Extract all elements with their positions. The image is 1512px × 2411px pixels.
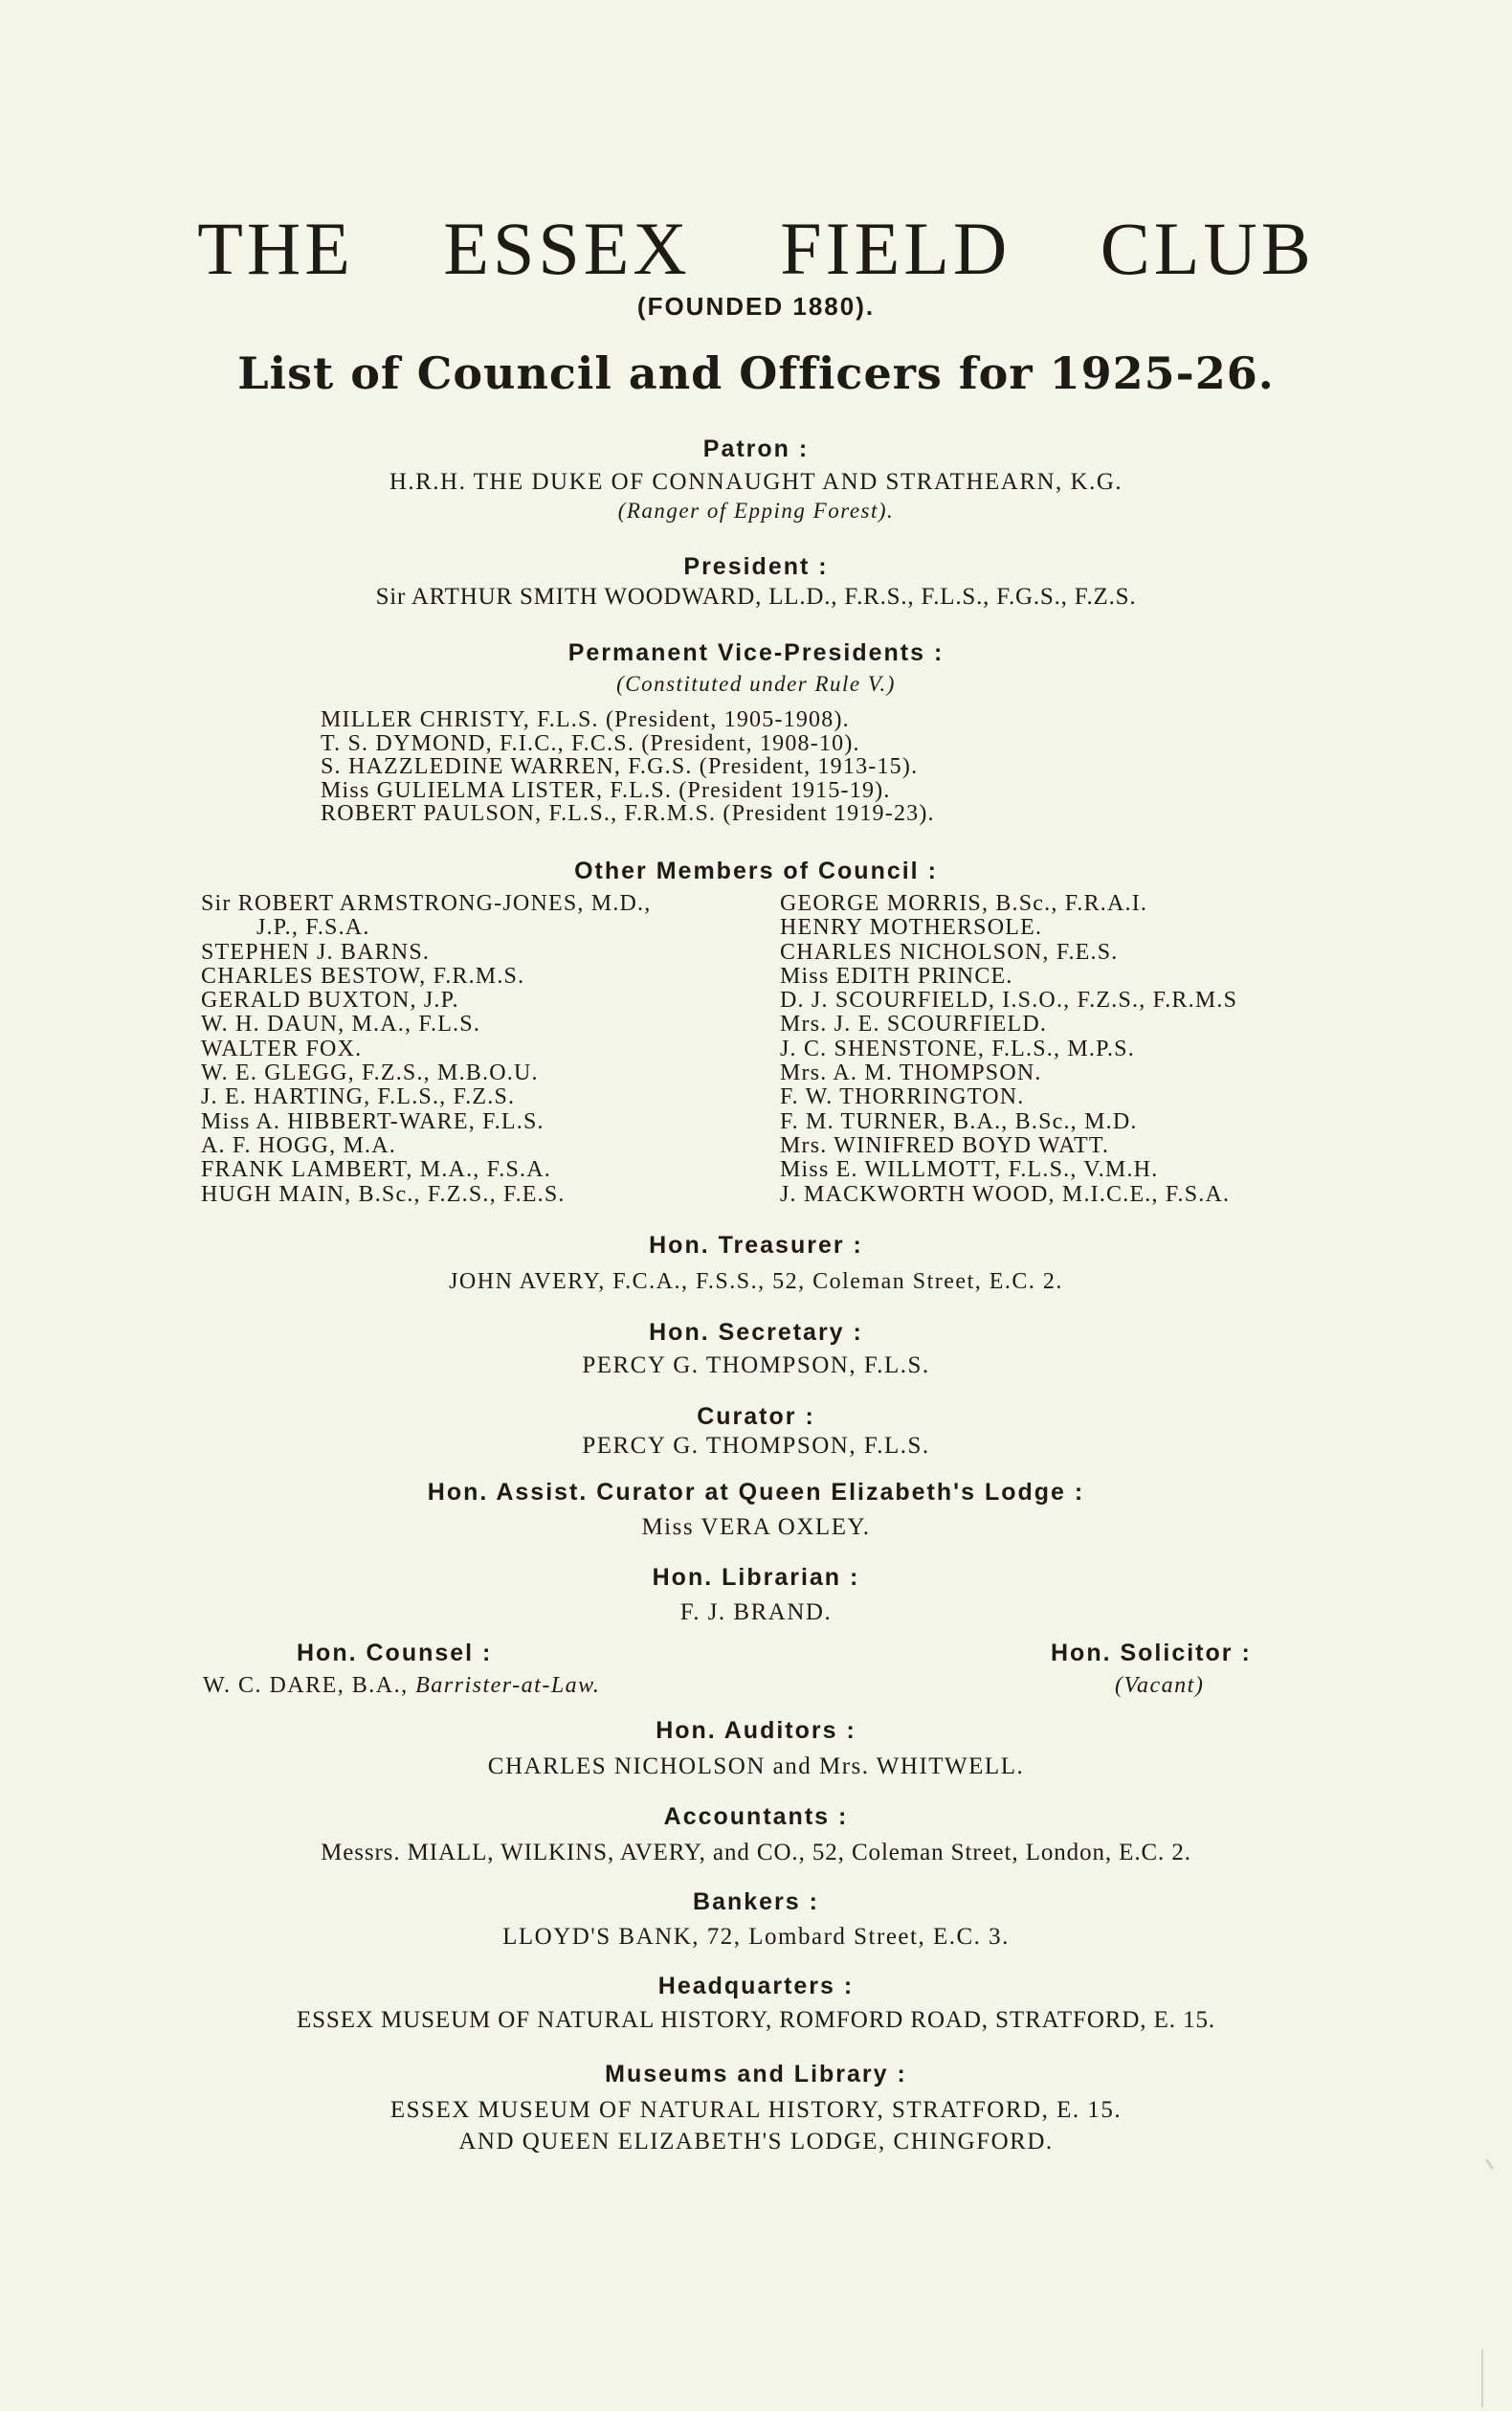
list-item: FRANK LAMBERT, M.A., F.S.A. (201, 1157, 551, 1183)
founded-line: (FOUNDED 1880). (636, 292, 876, 321)
list-item: WALTER FOX. (201, 1036, 363, 1061)
list-item: CHARLES NICHOLSON, F.E.S. (780, 939, 1119, 965)
secretary-name: PERCY G. THOMPSON, F.L.S. (582, 1352, 930, 1378)
headquarters-heading: Headquarters : (657, 1973, 855, 1999)
list-item: CHARLES BESTOW, F.R.M.S. (201, 963, 525, 989)
club-title: THE ESSEX FIELD CLUB (197, 207, 1315, 290)
list-item: Sir ROBERT ARMSTRONG-JONES, M.D., (201, 891, 652, 916)
assist-curator-heading: Hon. Assist. Curator at Queen Elizabeth's Lodge : (427, 1479, 1085, 1506)
treasurer-heading: Hon. Treasurer : (649, 1232, 863, 1259)
museums-heading: Museums and Library : (605, 2061, 907, 2087)
list-item: Mrs. J. E. SCOURFIELD. (780, 1012, 1048, 1038)
list-item: J. C. SHENSTONE, F.L.S., M.P.S. (780, 1036, 1135, 1061)
vice-presidents-heading: Permanent Vice-Presidents : (567, 639, 945, 666)
museums-line-1: ESSEX MUSEUM OF NATURAL HISTORY, STRATFORD, E. 15. (389, 2097, 1123, 2123)
list-item: S. HAZZLEDINE WARREN, F.G.S. (President, 1913-15). (321, 754, 919, 779)
list-item: D. J. SCOURFIELD, I.S.O., F.Z.S., F.R.M.S (780, 988, 1238, 1014)
list-item: Miss E. WILLMOTT, F.L.S., V.M.H. (780, 1157, 1159, 1183)
list-item: ROBERT PAULSON, F.L.S., F.R.M.S. (President 1919-23). (321, 801, 935, 826)
list-item: GERALD BUXTON, J.P. (201, 988, 459, 1014)
assist-curator-name: Miss VERA OXLEY. (641, 1514, 871, 1540)
page-mark (1485, 2158, 1494, 2170)
list-item: HUGH MAIN, B.Sc., F.Z.S., F.E.S. (201, 1181, 566, 1207)
vice-presidents-note: (Constituted under Rule V.) (616, 672, 896, 696)
accountants-name: Messrs. MIALL, WILKINS, AVERY, and CO., 52, Coleman Street, London, E.C. 2. (321, 1840, 1191, 1865)
counsel-title: Barrister-at-Law. (415, 1673, 601, 1698)
auditors-name: CHARLES NICHOLSON and Mrs. WHITWELL. (487, 1753, 1025, 1779)
list-item: STEPHEN J. BARNS. (201, 939, 431, 965)
headquarters-name: ESSEX MUSEUM OF NATURAL HISTORY, ROMFORD ROAD, STRATFORD, E. 15. (296, 2007, 1216, 2033)
list-item: Mrs. WINIFRED BOYD WATT. (780, 1132, 1110, 1158)
secretary-heading: Hon. Secretary : (649, 1319, 863, 1346)
list-item: W. E. GLEGG, F.Z.S., M.B.O.U. (201, 1060, 539, 1086)
list-item: W. H. DAUN, M.A., F.L.S. (201, 1012, 481, 1038)
bankers-heading: Bankers : (693, 1888, 819, 1915)
patron-heading: Patron : (702, 435, 810, 462)
council-left-column (201, 892, 651, 1207)
page-edge-mark (1481, 2350, 1483, 2407)
librarian-name: F. J. BRAND. (679, 1599, 833, 1625)
list-item: T. S. DYMOND, F.I.C., F.C.S. (President, 1908-10). (321, 730, 860, 756)
list-item: J. MACKWORTH WOOD, M.I.C.E., F.S.A. (780, 1181, 1231, 1207)
list-item: F. M. TURNER, B.A., B.Sc., M.D. (780, 1108, 1138, 1134)
list-item: Miss EDITH PRINCE. (780, 963, 1013, 989)
list-item: J.P., F.S.A. (256, 915, 370, 941)
curator-heading: Curator : (697, 1403, 815, 1430)
curator-name: PERCY G. THOMPSON, F.L.S. (582, 1433, 930, 1459)
auditors-heading: Hon. Auditors : (656, 1717, 856, 1744)
patron-name: H.R.H. THE DUKE OF CONNAUGHT AND STRATHEARN, K.G. (389, 469, 1123, 495)
solicitor-heading: Hon. Solicitor : (1051, 1640, 1252, 1666)
list-item: HENRY MOTHERSOLE. (780, 915, 1043, 941)
accountants-heading: Accountants : (663, 1803, 849, 1830)
list-item: Mrs. A. M. THOMPSON. (780, 1060, 1042, 1086)
treasurer-name: JOHN AVERY, F.C.A., F.S.S., 52, Coleman Street, E.C. 2. (449, 1269, 1063, 1294)
list-item: Miss A. HIBBERT-WARE, F.L.S. (201, 1108, 545, 1134)
list-item: A. F. HOGG, M.A. (201, 1132, 396, 1158)
solicitor-name: (Vacant) (1115, 1673, 1205, 1698)
vice-presidents-list (321, 708, 935, 826)
list-item: GEORGE MORRIS, B.Sc., F.R.A.I. (780, 891, 1148, 916)
bankers-name: LLOYD'S BANK, 72, Lombard Street, E.C. 3. (502, 1924, 1010, 1950)
counsel-name (203, 1673, 600, 1699)
list-item: MILLER CHRISTY, F.L.S. (President, 1905-1908). (321, 707, 850, 732)
council-heading: Other Members of Council : (574, 858, 938, 884)
list-item: J. E. HARTING, F.L.S., F.Z.S. (201, 1084, 516, 1110)
list-item: F. W. THORRINGTON. (780, 1084, 1025, 1110)
president-heading: President : (683, 553, 829, 580)
patron-note: (Ranger of Epping Forest). (617, 499, 895, 523)
counsel-name-text: W. C. DARE, B.A., (203, 1673, 409, 1698)
council-right-column (780, 892, 1237, 1207)
list-item: Miss GULIELMA LISTER, F.L.S. (President 1915-19). (321, 777, 891, 803)
museums-line-2: AND QUEEN ELIZABETH'S LODGE, CHINGFORD. (458, 2129, 1054, 2154)
list-subtitle: List of Council and Officers for 1925-26. (237, 347, 1275, 399)
president-name: Sir ARTHUR SMITH WOODWARD, LL.D., F.R.S., F.L.S., F.G.S., F.Z.S. (375, 584, 1137, 610)
librarian-heading: Hon. Librarian : (652, 1564, 860, 1591)
counsel-heading: Hon. Counsel : (297, 1640, 493, 1666)
